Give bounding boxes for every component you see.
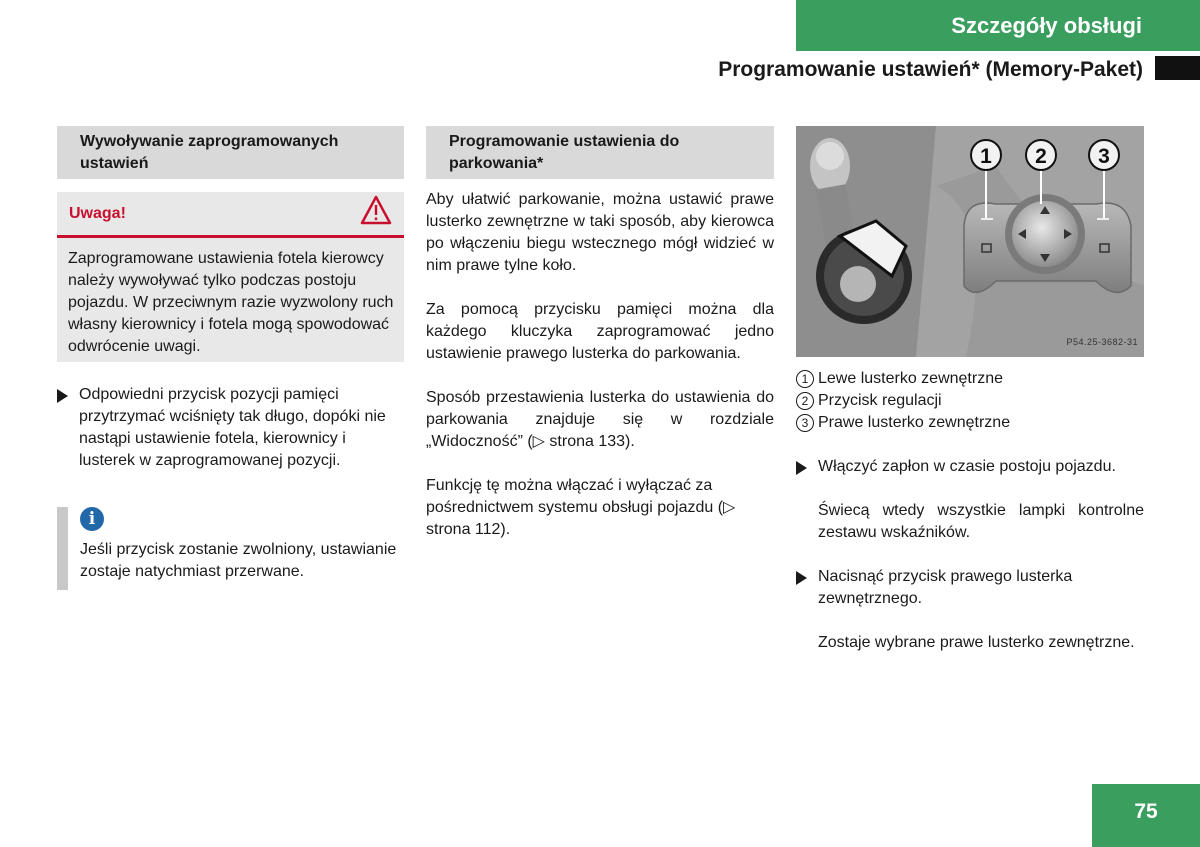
page-number-text: 75 [1134,800,1158,823]
step-text: Nacisnąć przycisk prawego lusterka zewnętrznego. [818,568,1073,607]
legend-number: 3 [796,414,814,432]
legend-number: 1 [796,370,814,388]
memory-buttons-photo [796,126,1144,357]
photo-code: P54.25-3682-31 [1066,337,1138,347]
step-item [796,456,1144,544]
legend-number: 2 [796,392,814,410]
legend-item [796,390,1144,412]
legend-text: Lewe lusterko zewnętrzne [818,370,1003,387]
warning-triangle-icon [360,195,392,232]
step-body [818,566,1144,654]
info-icon: i [80,507,104,531]
section-title: Szczegóły obsługi [951,12,1142,38]
step-note: Świecą wtedy wszystkie lampki kontrolne zestawu wskaźników. [818,502,1144,541]
bullet-arrow-icon [57,384,79,472]
step-text: Odpowiedni przycisk pozycji pamięci przytrzymać wciśnięty tak długo, dopóki nie nastąpi ustawienie fotela, kierownicy i lusterek w zaprogramowanej pozycji. [79,386,386,469]
paragraph: Funkcję tę można włączać i wyłączać za pośrednictwem systemu obsługi pojazdu (▷ strona 112). [426,477,736,538]
step-item [57,384,404,472]
section-tab [796,0,1200,51]
page-title: Programowanie ustawień* (Memory-Paket) [718,58,1143,81]
info-bar [57,507,68,590]
left-column [57,126,404,590]
paragraph: Aby ułatwić parkowanie, można ustawić prawe lusterko zewnętrzne w taki sposób, aby kierowca po włączeniu biegu wstecznego mógł widzieć w nim prawe tylne koło. [426,191,774,274]
callout-1: 1 [980,145,992,168]
warning-label: Uwaga! [69,204,126,222]
step-item [796,566,1144,654]
warning-text: Zaprogramowane ustawienia fotela kierowcy należy wywoływać tylko podczas postoju pojazdu. W przeciwnym razie wyzwolony ruch własny kierownicy i fotela mogą spowodować odwrócenie uwagi. [68,250,394,355]
callout-2: 2 [1035,145,1047,168]
step-body [818,456,1144,544]
step-text: Włączyć zapłon w czasie postoju pojazdu. [818,458,1116,475]
step-note: Zostaje wybrane prawe lusterko zewnętrzne. [818,634,1135,651]
info-box [57,507,404,590]
middle-heading: Programowanie ustawienia do parkowania* [426,126,774,179]
legend-item [796,412,1144,434]
middle-body [426,189,774,541]
callout-3: 3 [1098,145,1110,168]
title-marker [1155,56,1200,80]
bullet-arrow-icon [796,456,818,544]
paragraph: Sposób przestawienia lusterka do ustawienia do parkowania znajduje się w rozdziale „Widoczność” (▷ strona 133). [426,389,774,450]
paragraph: Za pomocą przycisku pamięci można dla każdego kluczyka zaprogramować jedno ustawienie prawego lusterka do parkowania. [426,301,774,362]
bullet-arrow-icon [796,566,818,654]
right-column [796,126,1144,654]
page-number [1092,784,1200,847]
legend-text: Prawe lusterko zewnętrzne [818,414,1011,431]
legend [796,368,1144,434]
legend-text: Przycisk regulacji [818,392,942,409]
info-text: Jeśli przycisk zostanie zwolniony, ustawianie zostaje natychmiast przerwane. [80,541,397,580]
legend-item [796,368,1144,390]
warning-box [57,192,404,362]
warning-header [57,192,404,238]
left-heading: Wywoływanie zaprogramowanych ustawień [57,126,404,179]
middle-column [426,126,774,541]
